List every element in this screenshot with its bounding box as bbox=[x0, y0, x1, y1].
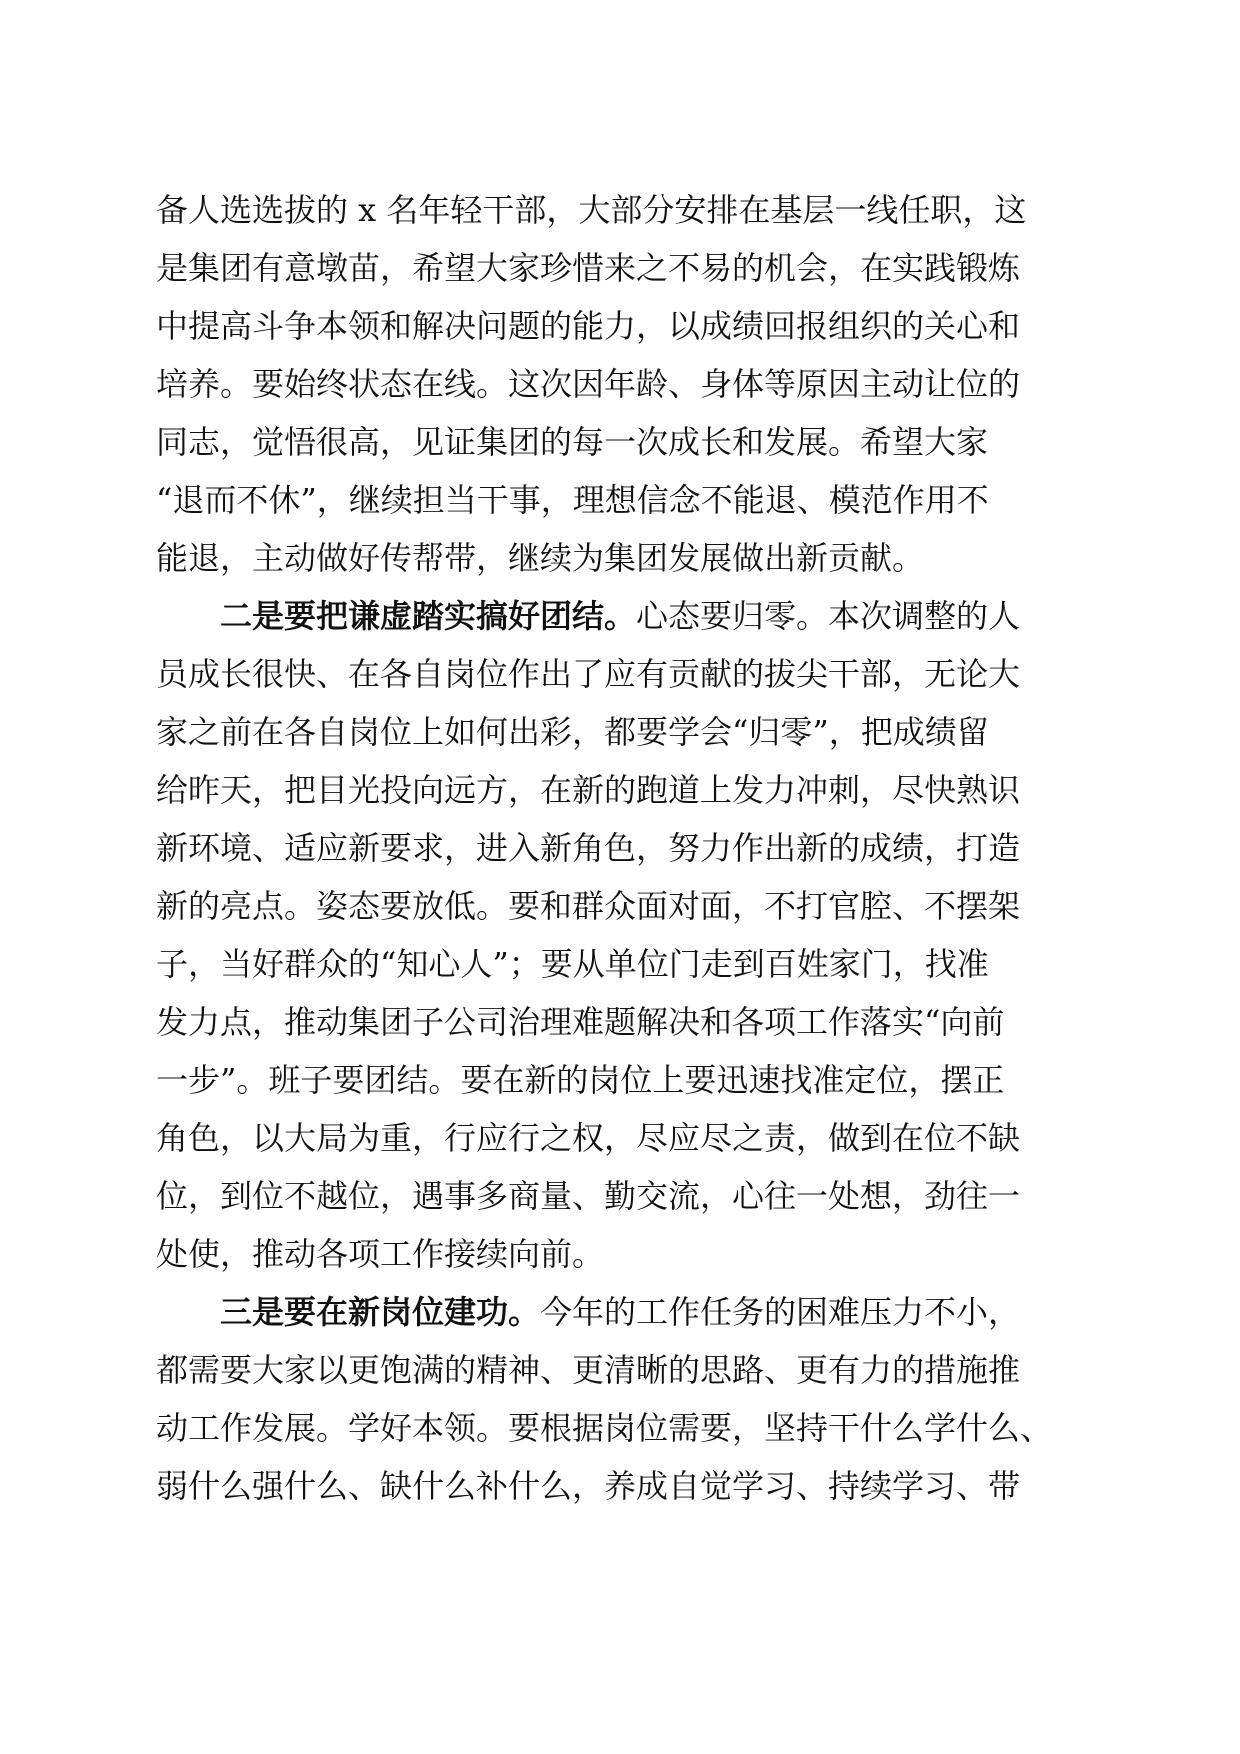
text-line: 发力点，推动集团子公司治理难题解决和各项工作落实“向前 bbox=[156, 1003, 1005, 1041]
text-line: 培养。要始终状态在线。这次因年龄、身体等原因主动让位的 bbox=[156, 365, 1021, 403]
text-line: 是集团有意墩苗，希望大家珍惜来之不易的机会，在实践锻炼 bbox=[156, 249, 1021, 287]
text-line: 备人选选拔的 x 名年轻干部，大部分安排在基层一线任职，这 bbox=[156, 191, 1027, 229]
text-line: 弱什么强什么、缺什么补什么，养成自觉学习、持续学习、带 bbox=[156, 1467, 1021, 1505]
text-line: 一步”。班子要团结。要在新的岗位上要迅速找准定位，摆正 bbox=[156, 1061, 1005, 1099]
text-run: 今年的工作任务的困难压力不小， bbox=[540, 1293, 1021, 1331]
paragraph-2-first-line bbox=[220, 596, 1020, 654]
text-line: 给昨天，把目光投向远方，在新的跑道上发力冲刺，尽快熟识 bbox=[156, 771, 1021, 809]
text-line: 同志，觉悟很高，见证集团的每一次成长和发展。希望大家 bbox=[156, 423, 989, 461]
text-line: 能退，主动做好传帮带，继续为集团发展做出新贡献。 bbox=[156, 539, 925, 577]
text-line: 角色，以大局为重，行应行之权，尽应尽之责，做到在位不缺 bbox=[156, 1119, 1021, 1157]
text-line: 处使，推动各项工作接续向前。 bbox=[156, 1235, 605, 1273]
text-line: 都需要大家以更饱满的精神、更清晰的思路、更有力的措施推 bbox=[156, 1351, 1021, 1389]
text-run: 心态要归零。本次调整的人 bbox=[636, 597, 1021, 635]
section-3-heading: 三是要在新岗位建功。 bbox=[220, 1293, 541, 1331]
text-line: 家之前在各自岗位上如何出彩，都要学会“归零”，把成绩留 bbox=[156, 713, 989, 751]
text-line: “退而不休”，继续担当干事，理想信念不能退、模范作用不 bbox=[156, 481, 989, 519]
text-line: 新的亮点。姿态要放低。要和群众面对面，不打官腔、不摆架 bbox=[156, 887, 1021, 925]
text-line: 员成长很快、在各自岗位作出了应有贡献的拔尖干部，无论大 bbox=[156, 655, 1021, 693]
text-line: 位，到位不越位，遇事多商量、勤交流，心往一处想，劲往一 bbox=[156, 1177, 1021, 1215]
paragraph-3-first-line bbox=[220, 1292, 1020, 1350]
text-line: 中提高斗争本领和解决问题的能力，以成绩回报组织的关心和 bbox=[156, 307, 1021, 345]
text-line: 子，当好群众的“知心人”；要从单位门走到百姓家门，找准 bbox=[156, 945, 989, 983]
text-line: 动工作发展。学好本领。要根据岗位需要，坚持干什么学什么、 bbox=[156, 1409, 1053, 1447]
section-2-heading: 二是要把谦虚踏实搞好团结。 bbox=[220, 597, 637, 635]
text-line: 新环境、适应新要求，进入新角色，努力作出新的成绩，打造 bbox=[156, 829, 1021, 867]
